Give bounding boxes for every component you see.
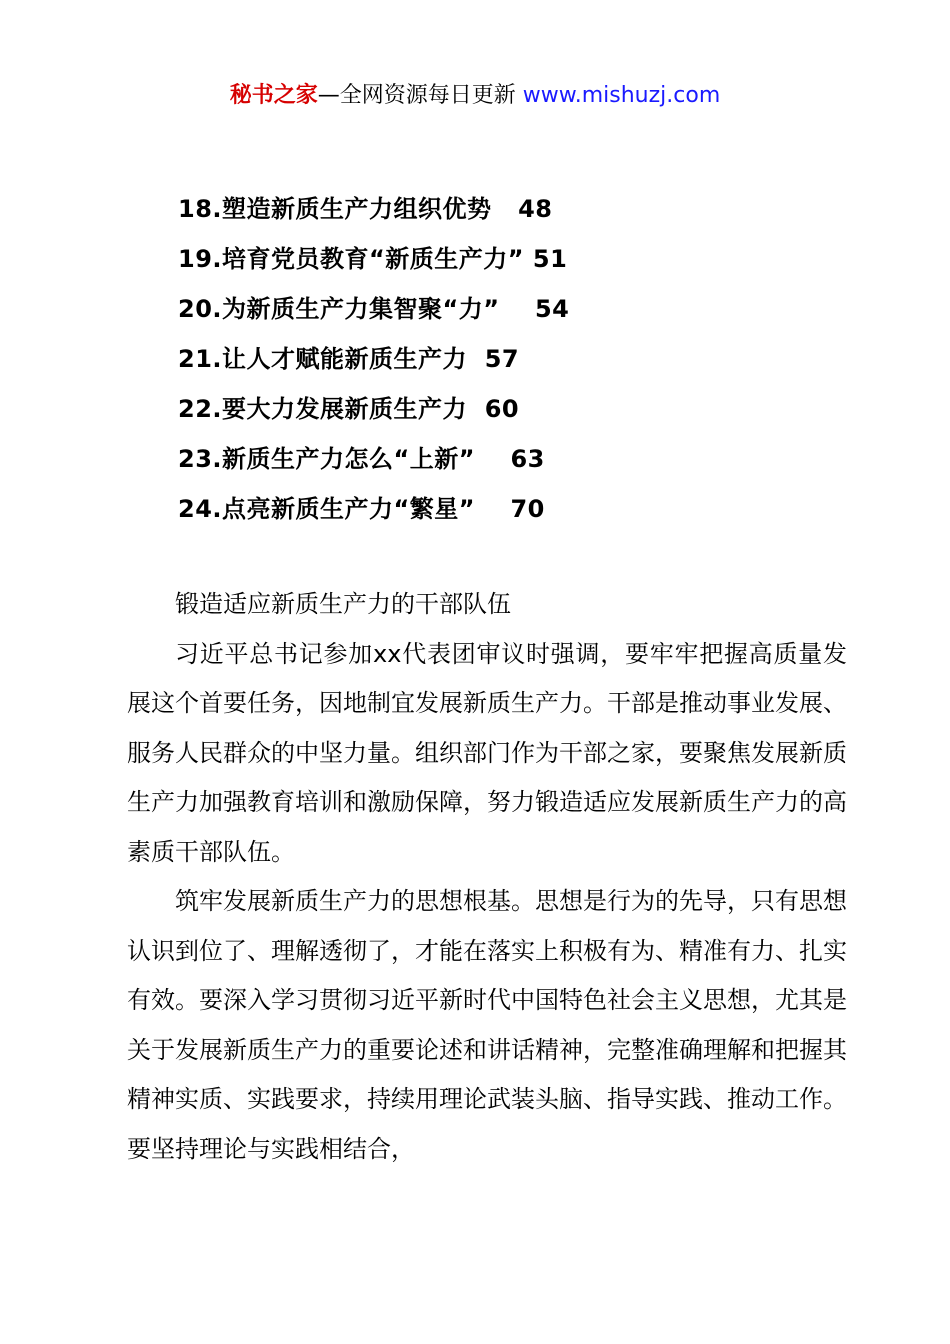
page-header — [0, 80, 950, 112]
article-paragraph: 习近平总书记参加xx代表团审议时强调，要牢牢把握高质量发展这个首要任务，因地制宜发展新质生产力。干部是推动事业发展、服务人民群众的中坚力量。组织部门作为干部之家，要聚焦发展新质生产力加强教育培训和激励保障，努力锻造适应发展新质生产力的高素质干部队伍。 — [127, 639, 847, 866]
toc-entry[interactable]: 23.新质生产力怎么“上新” 63 — [178, 445, 545, 473]
toc-entry[interactable]: 20.为新质生产力集智聚“力” 54 — [178, 295, 570, 323]
article-body — [127, 580, 847, 1174]
brand-name: 秘书之家 — [229, 83, 318, 108]
article-title: 锻造适应新质生产力的干部队伍 — [175, 590, 511, 618]
toc-entry[interactable]: 22.要大力发展新质生产力 60 — [178, 395, 520, 423]
toc-entry[interactable]: 21.让人才赋能新质生产力 57 — [178, 345, 520, 373]
toc-entry[interactable]: 19.培育党员教育“新质生产力” 51 — [178, 245, 568, 273]
website-link[interactable]: www.mishuzj.com — [515, 83, 721, 108]
header-tagline: —全网资源每日更新 — [317, 83, 516, 108]
table-of-contents — [178, 184, 569, 534]
article-paragraph: 筑牢发展新质生产力的思想根基。思想是行为的先导，只有思想认识到位了、理解透彻了，才能在落实上积极有为、精准有力、扎实有效。要深入学习贯彻习近平新时代中国特色社会主义思想，尤其是关于发展新质生产力的重要论述和讲话精神，完整准确理解和把握其精神实质、实践要求，持续用理论武装头脑、指导实践、推动工作。要坚持理论与实践相结合， — [127, 887, 847, 1163]
toc-entry[interactable]: 24.点亮新质生产力“繁星” 70 — [178, 495, 545, 523]
toc-entry[interactable]: 18.塑造新质生产力组织优势 48 — [178, 195, 553, 223]
